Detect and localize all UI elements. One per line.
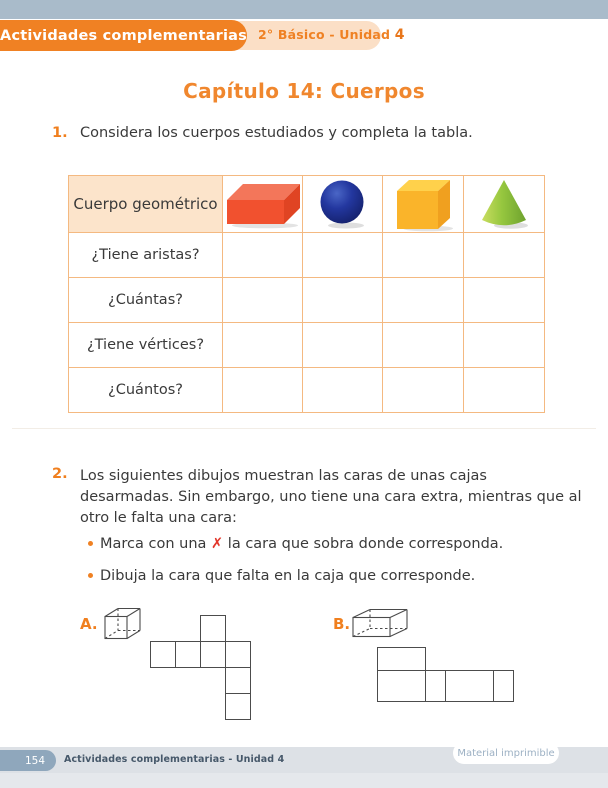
- bullet-mark-x: Marca con una ✗ la cara que sobra donde corresponda.: [88, 536, 503, 552]
- prism-net-image: [377, 647, 514, 703]
- page-title: Capítulo 14: Cuerpos: [183, 79, 425, 103]
- answer-cell: [464, 368, 544, 412]
- row-label: ¿Cuántos?: [69, 368, 222, 412]
- section-divider: [12, 428, 596, 429]
- row-label: ¿Tiene vértices?: [69, 323, 222, 367]
- exercise1-prompt: Considera los cuerpos estudiados y completa la tabla.: [80, 125, 473, 141]
- bullet-draw-face: Dibuja la cara que falta en la caja que corresponde.: [88, 568, 475, 584]
- answer-cell: [303, 368, 382, 412]
- item-b-label: B.: [333, 615, 351, 633]
- answer-cell: [464, 233, 544, 277]
- prism-wireframe-image: [352, 608, 408, 639]
- item-a-label: A.: [80, 615, 98, 633]
- blue-sphere-image: [303, 176, 382, 232]
- unit-number: 4: [394, 27, 405, 43]
- top-strip: [0, 0, 608, 19]
- green-cone-image: [464, 176, 544, 232]
- bullet-dot-icon: [88, 541, 93, 546]
- answer-cell: [303, 323, 382, 367]
- answer-cell: [464, 323, 544, 367]
- answer-cell: [383, 368, 463, 412]
- footer-section-label: Actividades complementarias - Unidad 4: [64, 754, 285, 765]
- footer-bottom-strip: [0, 773, 608, 788]
- red-rectangular-prism-image: [223, 176, 302, 232]
- answer-cell: [303, 233, 382, 277]
- page-number-badge: 154: [0, 750, 56, 771]
- exercise2-prompt: Los siguientes dibujos muestran las caras de unas cajas desarmadas. Sin embargo, uno tiene una cara extra, mientras que al otro le falta una cara:: [80, 468, 582, 526]
- answer-cell: [383, 278, 463, 322]
- grade-unit-label: 2° Básico - Unidad 4: [258, 27, 405, 43]
- geometric-solids-table: [68, 175, 545, 413]
- cube-net-image: [150, 615, 251, 721]
- cube-wireframe-image: [104, 607, 142, 644]
- table-header-cell: Cuerpo geométrico: [69, 176, 222, 232]
- answer-cell: [223, 278, 302, 322]
- answer-cell: [223, 323, 302, 367]
- answer-cell: [223, 233, 302, 277]
- exercise2-number: 2.: [52, 466, 68, 482]
- section-banner-label: Actividades complementarias: [0, 27, 247, 44]
- yellow-cube-image: [383, 176, 463, 232]
- red-x-mark: ✗: [211, 536, 224, 552]
- exercise1-number: 1.: [52, 125, 68, 141]
- answer-cell: [383, 323, 463, 367]
- answer-cell: [223, 368, 302, 412]
- row-label: ¿Tiene aristas?: [69, 233, 222, 277]
- row-label: ¿Cuántas?: [69, 278, 222, 322]
- answer-cell: [464, 278, 544, 322]
- bullet-dot-icon: [88, 573, 93, 578]
- section-banner: [0, 20, 247, 51]
- answer-cell: [303, 278, 382, 322]
- answer-cell: [383, 233, 463, 277]
- material-imprimible-button[interactable]: Material imprimible: [453, 742, 559, 764]
